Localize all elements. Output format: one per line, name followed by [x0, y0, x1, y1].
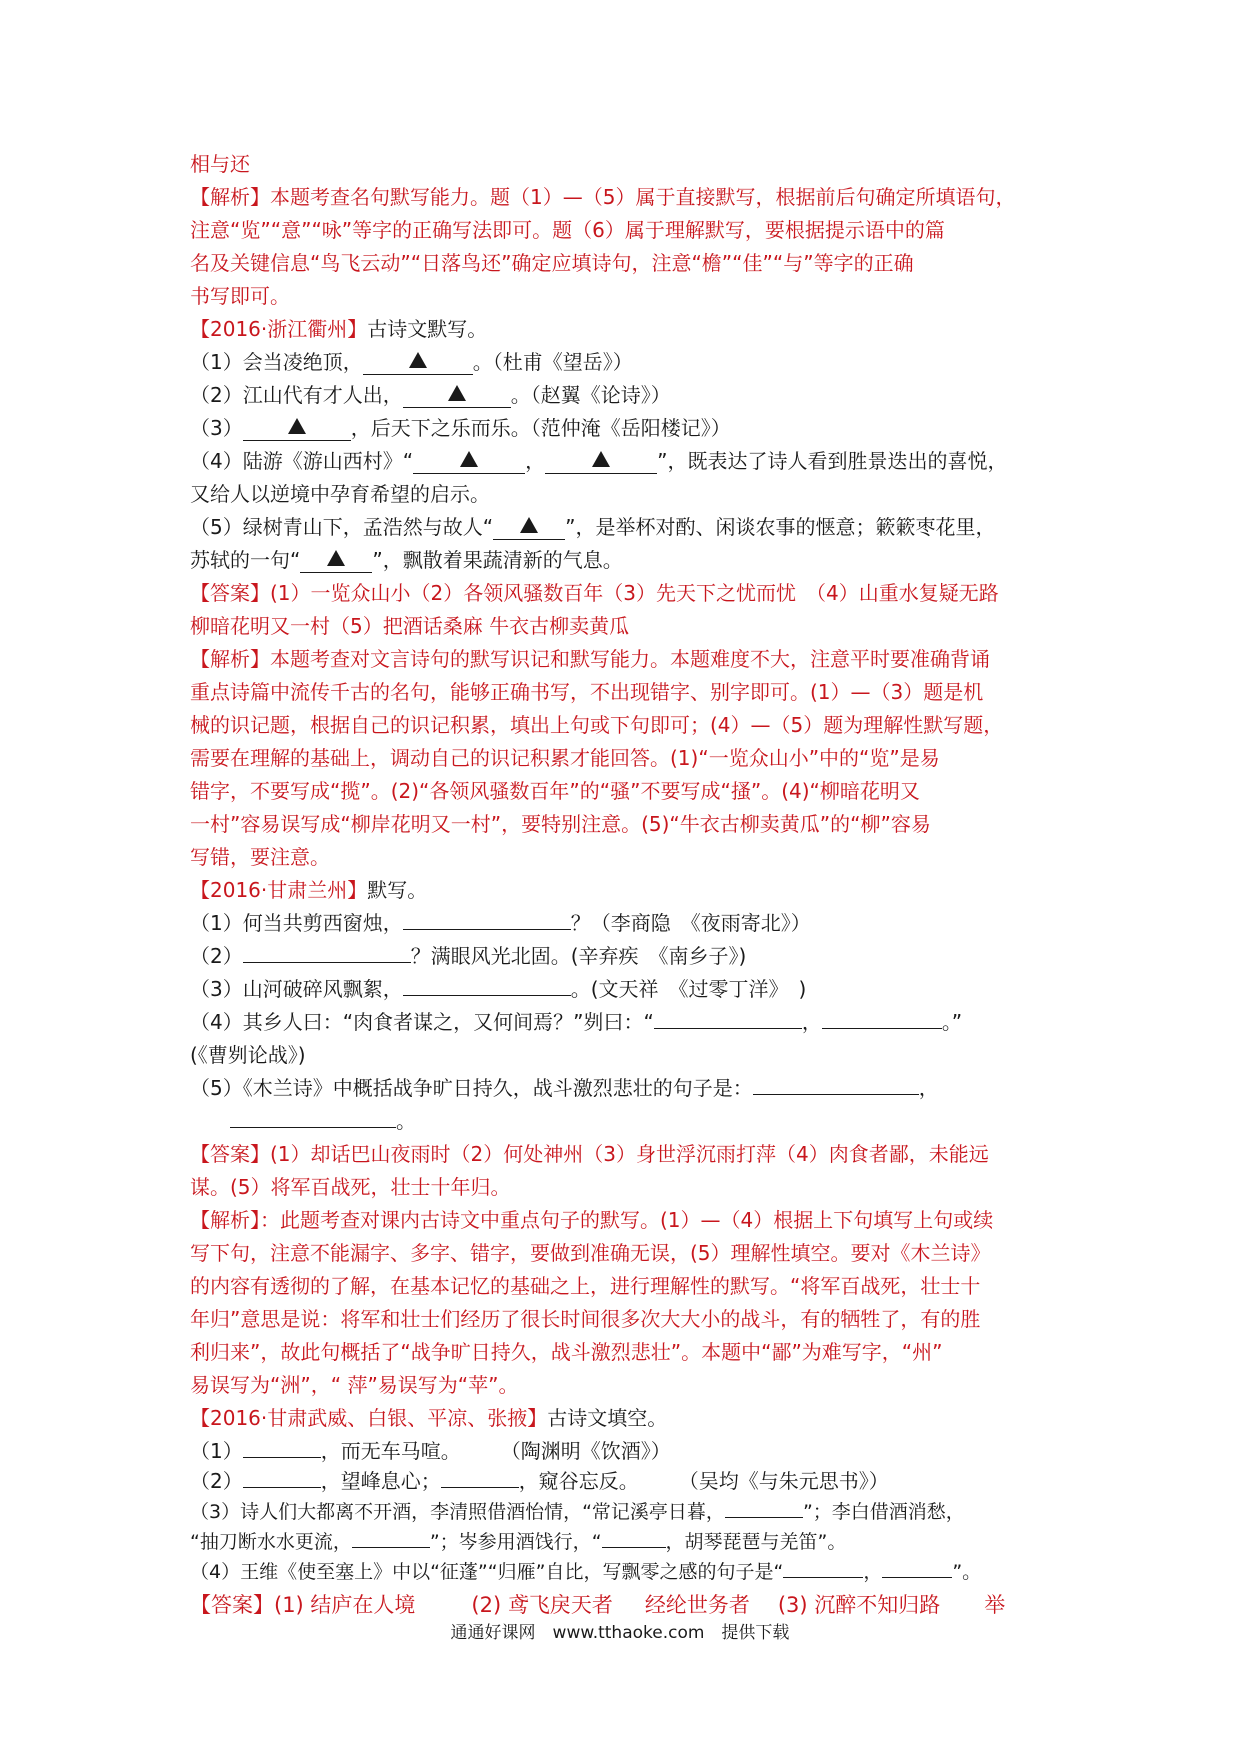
question-item — [190, 1006, 1056, 1039]
question-text: （2） — [190, 944, 243, 968]
question-text: ”，是举杯对酌、闲谈农事的惬意；簌簌枣花里， — [565, 515, 996, 539]
answer-blank — [545, 451, 657, 474]
analysis-line: 的内容有透彻的了解，在基本记忆的基础之上，进行理解性的默写。“将军百战死，壮士十 — [190, 1274, 981, 1298]
question-item — [190, 346, 1056, 379]
answer-blank — [403, 385, 511, 408]
analysis-line: 写下句，注意不能漏字、多字、错字，要做到准确无误，(5）理解性填空。要对《木兰诗》 — [190, 1241, 991, 1265]
source-tag: 【2016·甘肃武威、白银、平凉、张掖】 — [190, 1406, 548, 1430]
question-heading — [190, 313, 1056, 346]
question-item — [190, 412, 1056, 445]
question-text: (《曹刿论战》) — [190, 1043, 306, 1067]
answer-blank — [243, 1465, 321, 1488]
question-heading — [190, 874, 1056, 907]
analysis-line: 【解析】本题考查名句默写能力。题（1）—（5）属于直接默写，根据前后句确定所填语句， — [190, 185, 1016, 209]
source-tag: 【2016·甘肃兰州】 — [190, 878, 368, 902]
question-text: （3） — [190, 416, 243, 440]
question-text: （3）山河破碎风飘絮， — [190, 977, 403, 1001]
analysis-line: 书写即可。 — [190, 284, 290, 308]
source-tag: 【2016·浙江衢州】 — [190, 317, 368, 341]
answer-line: 【答案】(1）却话巴山夜雨时（2）何处神州（3）身世浮沉雨打萍（4）肉食者鄙，未能远 — [190, 1142, 989, 1166]
question-text: ”，飘散着果蔬清新的气息。 — [372, 548, 623, 572]
question-text: （1）何当共剪西窗烛， — [190, 911, 403, 935]
question-item — [190, 511, 1056, 544]
question-text: ？满眼风光北固。(辛弃疾 《南乡子》) — [410, 944, 747, 968]
question-item — [190, 445, 1056, 478]
question-text: ，后天下之乐而乐。（范仲淹《岳阳楼记》） — [350, 416, 731, 440]
question-text: ？（李商隐 《夜雨寄北》） — [570, 911, 811, 935]
question-text: （4）王维《使至塞上》中以“征蓬”“归雁”自比，写飘零之感的句子是“ — [190, 1561, 784, 1583]
question-text: ， — [918, 1076, 939, 1100]
answer-text: 举 — [984, 1593, 1006, 1617]
answer-text: 【答案】(1) 结庐在人境 — [190, 1593, 416, 1617]
page-footer: 通通好课网 www.tthaoke.com 提供下载 — [450, 1623, 790, 1643]
question-text: （1） — [190, 1439, 243, 1463]
question-text: ， — [801, 1010, 822, 1034]
answer-blank — [493, 517, 565, 540]
question-item — [190, 1435, 1056, 1465]
analysis-line: 需要在理解的基础上，调动自己的识记积累才能回答。(1)“一览众山小”中的“览”是易 — [190, 746, 940, 770]
question-text: 苏轼的一句“ — [190, 548, 301, 572]
analysis-line: 易误写为“洲”，“ 萍”易误写为“苹”。 — [190, 1373, 519, 1397]
question-item — [190, 1555, 1056, 1585]
question-text: （4）陆游《游山西村》“ — [190, 449, 414, 473]
question-text: ， — [863, 1561, 883, 1583]
question-text: 。（杜甫《望岳》） — [472, 350, 633, 374]
analysis-line: 械的识记题，根据自己的识记积累，填出上句或下句即可；(4）—（5）题为理解性默写题， — [190, 713, 1004, 737]
question-title: 默写。 — [367, 878, 428, 902]
question-text: （3）诗人们大都离不开酒，李清照借酒怡情，“常记溪亭日暮， — [190, 1501, 725, 1523]
question-item — [190, 544, 1056, 577]
question-item — [190, 1495, 1056, 1525]
question-text: ，望峰息心； — [320, 1469, 441, 1493]
answer-line: 谋。(5）将军百战死，壮士十年归。 — [190, 1175, 511, 1199]
question-item — [190, 907, 1056, 940]
question-text: ，而无车马喧。 （陶渊明《饮酒》） — [320, 1439, 671, 1463]
question-text: ， — [525, 449, 546, 473]
question-text: 又给人以逆境中孕育希望的启示。 — [190, 482, 490, 506]
analysis-line: 利归来”，故此句概括了“战争旷日持久，战斗激烈悲壮”。本题中“鄙”为难写字，“州” — [190, 1340, 943, 1364]
question-text: （5）《木兰诗》中概括战争旷日持久，战斗激烈悲壮的句子是： — [190, 1076, 753, 1100]
triangle-icon — [592, 451, 610, 467]
question-item — [190, 973, 1056, 1006]
question-item — [190, 1072, 1056, 1105]
question-text: ”，既表达了诗人看到胜景迭出的喜悦， — [657, 449, 1008, 473]
question-text: ，胡琴琵琶与羌笛”。 — [665, 1531, 847, 1553]
question-text: ，窥谷忘反。 （吴均《与朱元思书》） — [518, 1469, 889, 1493]
answer-text: 经纶世务者 — [644, 1593, 750, 1617]
analysis-line: 名及关键信息“鸟飞云动”“日落鸟还”确定应填诗句，注意“檐”“佳”“与”等字的正确 — [190, 251, 914, 275]
question-text: ”；李白借酒消愁， — [802, 1501, 965, 1523]
triangle-icon — [409, 352, 427, 368]
answer-blank — [300, 550, 372, 573]
answer-blank — [363, 352, 473, 375]
answer-text: (2) 鸢飞戾天者 — [471, 1593, 613, 1617]
answer-blank — [230, 1105, 396, 1128]
answer-blank — [352, 1525, 430, 1548]
answer-blank — [243, 1435, 321, 1458]
question-item — [190, 940, 1056, 973]
analysis-line: 写错，要注意。 — [190, 845, 330, 869]
answer-blank — [243, 418, 351, 441]
triangle-icon — [520, 517, 538, 533]
analysis-line: 注意“览”“意”“咏”等字的正确写法即可。题（6）属于理解默写，要根据提示语中的篇 — [190, 218, 945, 242]
analysis-line: 年归”意思是说：将军和壮士们经历了很长时间很多次大大小的战斗，有的牺牲了，有的胜 — [190, 1307, 981, 1331]
text-line: 相与还 — [190, 152, 250, 176]
answer-blank — [822, 1006, 942, 1029]
answer-blank — [753, 1072, 919, 1095]
question-title: 古诗文填空。 — [547, 1406, 668, 1430]
question-item — [190, 379, 1056, 412]
triangle-icon — [460, 451, 478, 467]
answer-line: 【答案】(1）一览众山小（2）各领风骚数百年（3）先天下之忧而忧 （4）山重水复疑无路 — [190, 581, 999, 605]
question-text: 。” — [941, 1010, 963, 1034]
question-text: ”。 — [952, 1561, 982, 1583]
question-text: 。(文天祥 《过零丁洋》 ) — [570, 977, 807, 1001]
answer-blank — [654, 1006, 802, 1029]
analysis-line: 错字，不要写成“揽”。(2)“各领风骚数百年”的“骚”不要写成“搔”。(4)“柳暗花明又 — [190, 779, 920, 803]
question-item — [190, 1465, 1056, 1495]
question-text: ”；岑参用酒饯行，“ — [429, 1531, 602, 1553]
triangle-icon — [288, 418, 306, 434]
answer-blank — [602, 1525, 666, 1548]
question-text: （2）江山代有才人出， — [190, 383, 403, 407]
question-text: 。（赵翼《论诗》） — [510, 383, 671, 407]
question-text: （5）绿树青山下，孟浩然与故人“ — [190, 515, 494, 539]
answer-blank — [783, 1555, 863, 1578]
question-heading — [190, 1402, 1056, 1435]
analysis-line: 【解析】：此题考查对课内古诗文中重点句子的默写。(1）—（4）根据上下句填写上句或续 — [190, 1208, 994, 1232]
answer-blank — [413, 451, 525, 474]
analysis-line: 一村”容易误写成“柳岸花明又一村”，要特别注意。(5)“牛衣古柳卖黄瓜”的“柳”容易 — [190, 812, 931, 836]
answer-blank — [243, 940, 411, 963]
answer-blank — [882, 1555, 952, 1578]
document-body — [190, 148, 1056, 1625]
question-text: （2） — [190, 1469, 243, 1493]
question-text: （1）会当凌绝顶， — [190, 350, 363, 374]
answer-blank — [441, 1465, 519, 1488]
question-text: “抽刀断水水更流， — [190, 1531, 352, 1553]
analysis-line: 【解析】本题考查对文言诗句的默写识记和默写能力。本题难度不大，注意平时要准确背诵 — [190, 647, 990, 671]
triangle-icon — [327, 550, 345, 566]
question-text: （4）其乡人曰：“肉食者谋之，又何间焉？”刿曰：“ — [190, 1010, 654, 1034]
answer-blank — [403, 907, 571, 930]
answer-blank — [725, 1495, 803, 1518]
analysis-line: 重点诗篇中流传千古的名句，能够正确书写，不出现错字、别字即可。(1）—（3）题是机 — [190, 680, 984, 704]
answer-line: 柳暗花明又一村（5）把酒话桑麻 牛衣古柳卖黄瓜 — [190, 614, 630, 638]
question-text: 。 — [396, 1109, 416, 1133]
triangle-icon — [448, 385, 466, 401]
question-item — [190, 1105, 1056, 1138]
question-title: 古诗文默写。 — [367, 317, 488, 341]
question-item — [190, 1525, 1056, 1555]
answer-blank — [403, 973, 571, 996]
answer-text: (3) 沉醉不知归路 — [777, 1593, 941, 1617]
